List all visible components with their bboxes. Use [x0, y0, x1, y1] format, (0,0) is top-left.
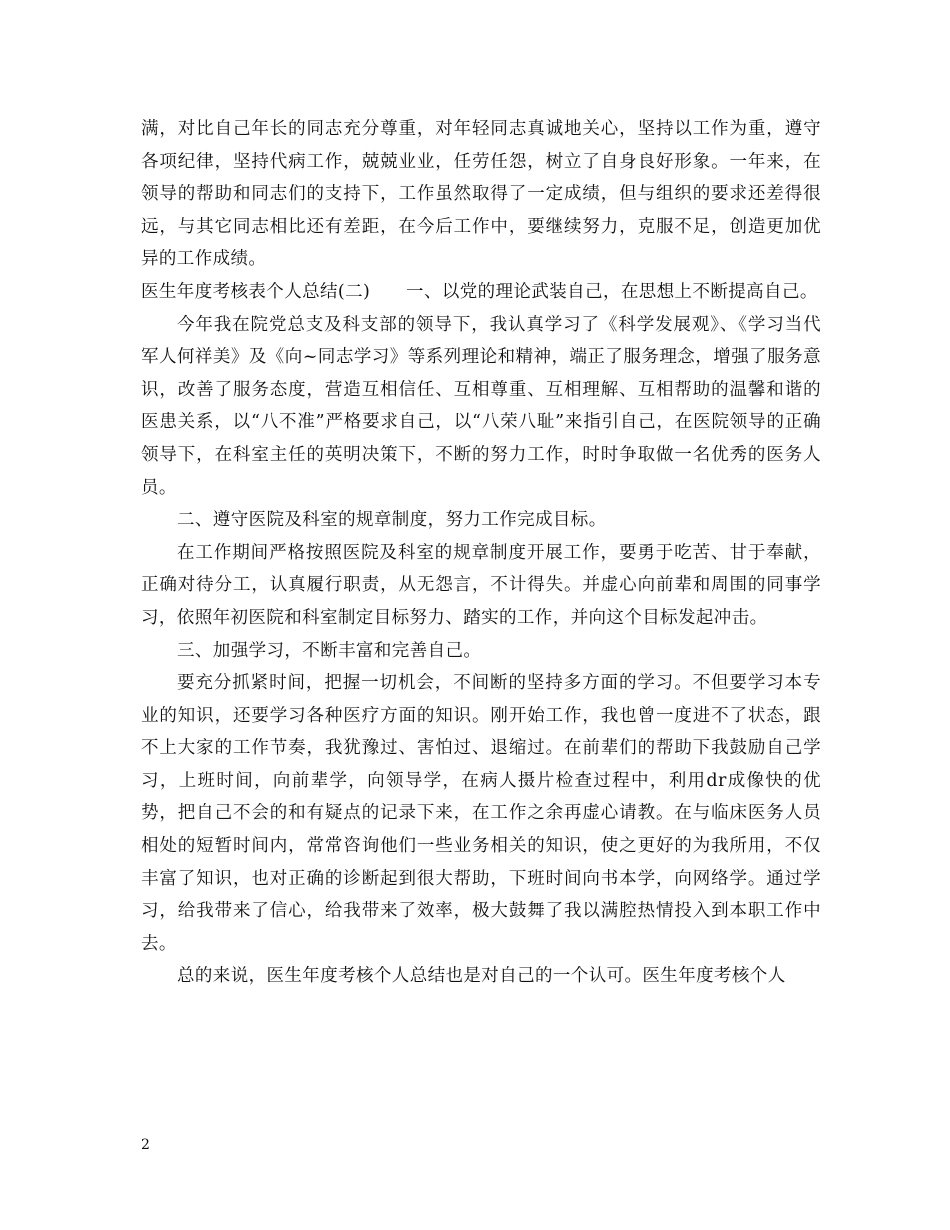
page-number: 2 [141, 1137, 150, 1153]
subheading-rules: 二、遵守医院及科室的规章制度，努力工作完成目标。 [177, 510, 607, 531]
paragraph-rules: 在工作期间严格按照医院及科室的规章制度开展工作，要勇于吃苦、甘于奉献，正确对待分工，认真履行职责，从无怨言，不计得失。并虚心向前辈和周围的同事学习，依照年初医院和科室制定目标努力、踏实的工作，并向这个目标发起冲击。 [141, 542, 821, 628]
section-heading-two: 医生年度考核表个人总结(二) 一、以党的理论武装自己，在思想上不断提高自己。 [141, 281, 818, 302]
paragraph-continuation: 满，对比自己年长的同志充分尊重，对年轻同志真诚地关心，坚持以工作为重，遵守各项纪律，坚持代病工作，兢兢业业，任劳任怨，树立了自身良好形象。一年来，在领导的帮助和同志们的支持下，工作虽然取得了一定成绩，但与组织的要求还差得很远，与其它同志相比还有差距，在今后工作中，要继续努力，克服不足，创造更加优异的工作成绩。 [141, 119, 821, 270]
document-body [141, 113, 821, 993]
paragraph-theory-study: 今年我在院党总支及科支部的领导下，我认真学习了《科学发展观》、《学习当代军人何祥美》及《向~同志学习》等系列理论和精神，端正了服务理念，增强了服务意识，改善了服务态度，营造互相信任、互相尊重、互相理解、互相帮助的温馨和谐的医患关系，以“八不准”严格要求自己，以“八荣八耻”来指引自己，在医院领导的正确领导下，在科室主任的英明决策下，不断的努力工作，时时争取做一名优秀的医务人员。 [141, 314, 821, 498]
subheading-learning: 三、加强学习，不断丰富和完善自己。 [177, 640, 482, 661]
paragraph-summary: 总的来说，医生年度考核个人总结也是对自己的一个认可。医生年度考核个人 [177, 966, 786, 987]
paragraph-learning: 要充分抓紧时间，把握一切机会，不间断的坚持多方面的学习。不但要学习本专业的知识，还要学习各种医疗方面的知识。刚开始工作，我也曾一度进不了状态，跟不上大家的工作节奏，我犹豫过、害怕过、退缩过。在前辈们的帮助下我鼓励自己学习，上班时间，向前辈学，向领导学，在病人摄片检查过程中，利用dr成像快的优势，把自己不会的和有疑点的记录下来，在工作之余再虚心请教。在与临床医务人员相处的短暂时间内，常常咨询他们一些业务相关的知识，使之更好的为我所用，不仅丰富了知识，也对正确的诊断起到很大帮助，下班时间向书本学，向网络学。通过学习，给我带来了信心，给我带来了效率，极大鼓舞了我以满腔热情投入到本职工作中去。 [141, 673, 821, 954]
